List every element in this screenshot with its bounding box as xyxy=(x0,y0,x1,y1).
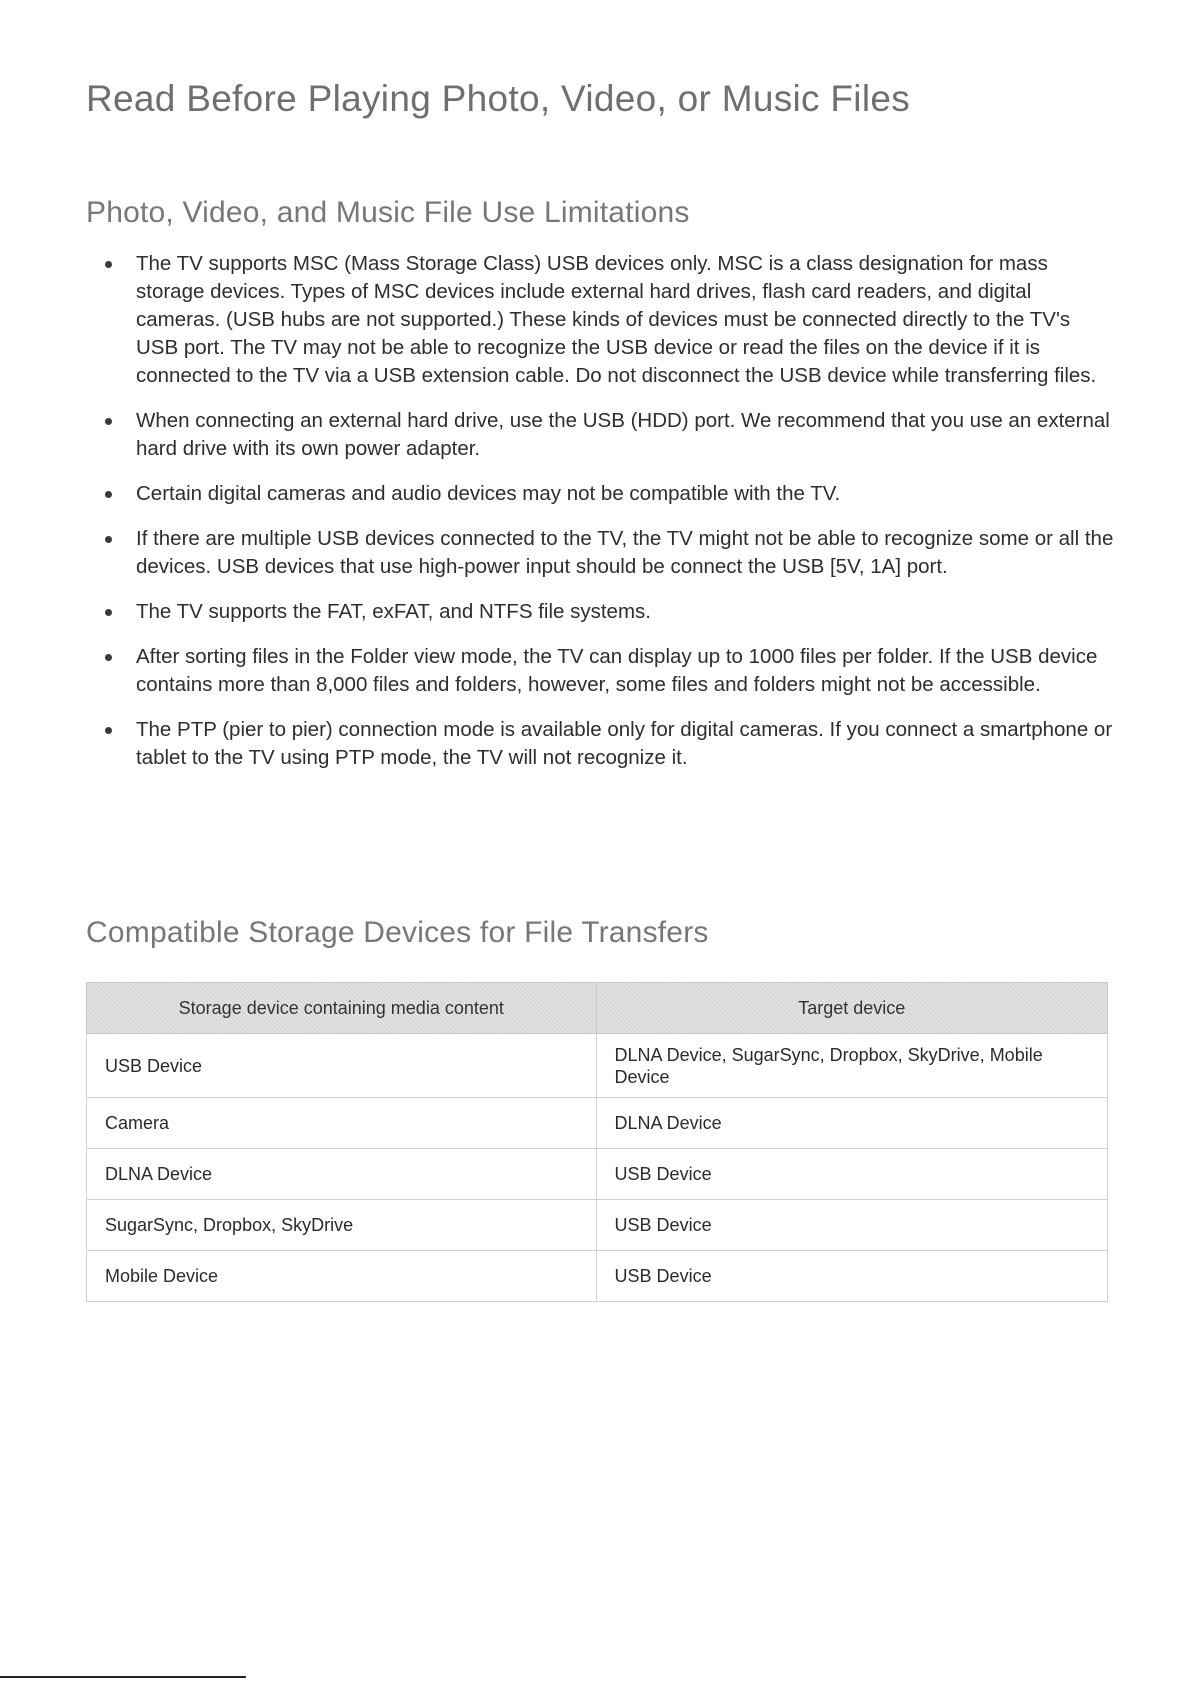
table-cell: Camera xyxy=(87,1098,597,1149)
list-item-text: If there are multiple USB devices connected to the TV, the TV might not be able to recognize some or all the devices. USB devices that use high-power input should be connect the USB [5V, 1A] port. xyxy=(136,527,1114,578)
compatible-devices-table xyxy=(86,982,1108,1302)
limitations-list xyxy=(86,250,1116,789)
table-cell: USB Device xyxy=(596,1149,1107,1200)
list-item-text: The PTP (pier to pier) connection mode is available only for digital cameras. If you connect a smartphone or tablet to the TV using PTP mode, the TV will not recognize it. xyxy=(136,718,1113,769)
bullet-icon xyxy=(105,418,112,425)
table-cell: USB Device xyxy=(596,1200,1107,1251)
list-item xyxy=(86,716,1116,772)
list-item-text: After sorting files in the Folder view mode, the TV can display up to 1000 files per folder. If the USB device contains more than 8,000 files and folders, however, some files and folders might not be accessible. xyxy=(136,645,1098,696)
table-row xyxy=(87,1034,1108,1098)
table-row xyxy=(87,1251,1108,1302)
bullet-icon xyxy=(105,654,112,661)
table-row xyxy=(87,1149,1108,1200)
table-cell: USB Device xyxy=(87,1034,597,1098)
list-item xyxy=(86,407,1116,463)
table-cell: DLNA Device xyxy=(596,1098,1107,1149)
list-item xyxy=(86,525,1116,581)
list-item xyxy=(86,598,1116,626)
table-cell: DLNA Device xyxy=(87,1149,597,1200)
bullet-icon xyxy=(105,727,112,734)
list-item xyxy=(86,643,1116,699)
footer-divider xyxy=(0,1676,246,1678)
bullet-icon xyxy=(105,261,112,268)
list-item xyxy=(86,250,1116,390)
table-header-row xyxy=(87,983,1108,1034)
table-cell: SugarSync, Dropbox, SkyDrive xyxy=(87,1200,597,1251)
list-item-text: The TV supports MSC (Mass Storage Class) USB devices only. MSC is a class designation for mass storage devices. Types of MSC devices include external hard drives, flash card readers, and digital cameras. (USB hubs are not supported.) These kinds of devices must be connected directly to the TV's USB port. The TV may not be able to recognize the USB device or read the files on the device if it is connected to the TV via a USB extension cable. Do not disconnect the USB device while transferring files. xyxy=(136,252,1097,387)
table-row xyxy=(87,1098,1108,1149)
table-cell: USB Device xyxy=(596,1251,1107,1302)
list-item-text: Certain digital cameras and audio devices may not be compatible with the TV. xyxy=(136,482,841,505)
section-heading-file-use-limitations: Photo, Video, and Music File Use Limitations xyxy=(86,196,690,229)
bullet-icon xyxy=(105,609,112,616)
page-title: Read Before Playing Photo, Video, or Music Files xyxy=(86,78,911,119)
list-item-text: When connecting an external hard drive, use the USB (HDD) port. We recommend that you use an external hard drive with its own power adapter. xyxy=(136,409,1110,460)
section-heading-compatible-storage: Compatible Storage Devices for File Transfers xyxy=(86,916,709,949)
table-cell: Mobile Device xyxy=(87,1251,597,1302)
list-item xyxy=(86,480,1116,508)
list-item-text: The TV supports the FAT, exFAT, and NTFS file systems. xyxy=(136,600,651,623)
column-header-target: Target device xyxy=(596,983,1107,1034)
column-header-source: Storage device containing media content xyxy=(87,983,597,1034)
table-row xyxy=(87,1200,1108,1251)
bullet-icon xyxy=(105,536,112,543)
table-cell: DLNA Device, SugarSync, Dropbox, SkyDrive, Mobile Device xyxy=(596,1034,1107,1098)
bullet-icon xyxy=(105,491,112,498)
